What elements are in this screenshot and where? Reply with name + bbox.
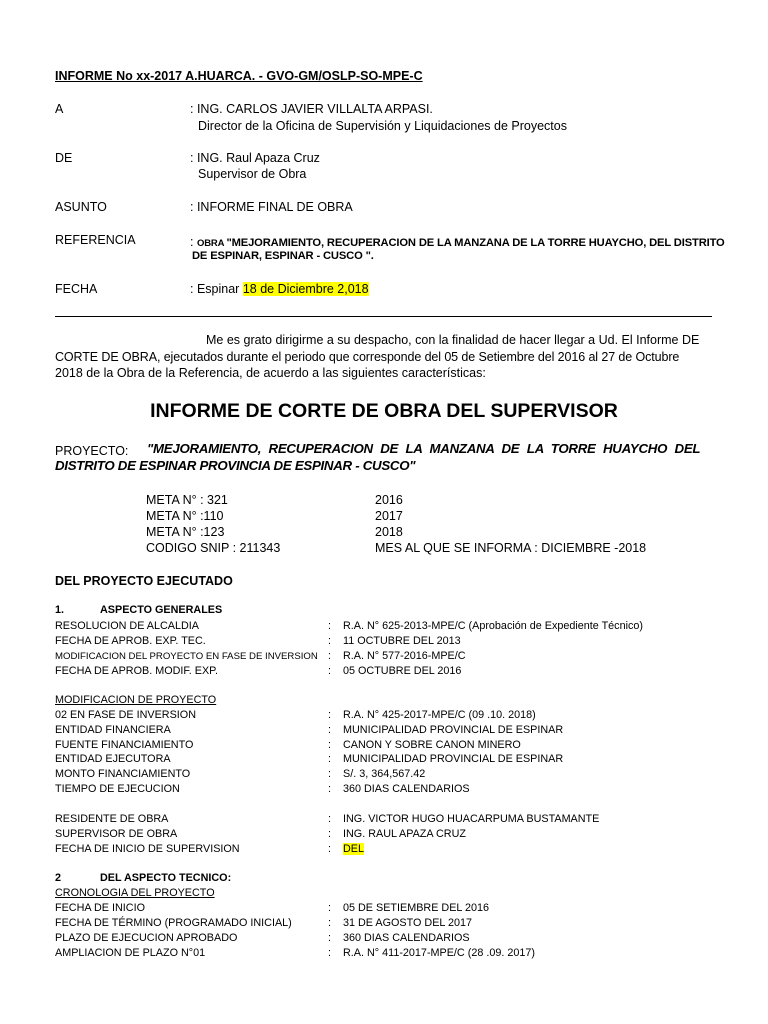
meta-right: 2018 bbox=[375, 525, 403, 539]
modificacion-title: MODIFICACION DE PROYECTO bbox=[55, 694, 217, 706]
a-value: : ING. CARLOS JAVIER VILLALTA ARPASI. bbox=[190, 102, 433, 116]
header-divider bbox=[55, 316, 712, 317]
row-value-highlighted bbox=[343, 843, 364, 855]
row-colon: : bbox=[328, 665, 331, 677]
meta-right: 2017 bbox=[375, 509, 403, 523]
row-label: FECHA DE TÉRMINO (PROGRAMADO INICIAL) bbox=[55, 917, 292, 929]
referencia-obra: OBRA bbox=[196, 238, 227, 249]
section-1-title: ASPECTO GENERALES bbox=[100, 604, 223, 616]
row-value: R.A. N° 625-2013-MPE/C (Aprobación de Expediente Técnico) bbox=[343, 620, 643, 632]
row-label: SUPERVISOR DE OBRA bbox=[55, 828, 178, 840]
cronologia-title: CRONOLOGIA DEL PROYECTO bbox=[55, 887, 215, 899]
row-label: ENTIDAD EJECUTORA bbox=[55, 753, 171, 765]
meta-left: META N° : 321 bbox=[146, 493, 228, 507]
intro-line-1: Me es grato dirigirme a su despacho, con la finalidad de hacer llegar a Ud. El Informe DE bbox=[206, 333, 700, 347]
row-colon: : bbox=[328, 739, 331, 751]
a-label: A bbox=[55, 102, 64, 116]
row-colon: : bbox=[328, 917, 331, 929]
row-label: PLAZO DE EJECUCION APROBADO bbox=[55, 932, 238, 944]
row-value: 31 DE AGOSTO DEL 2017 bbox=[343, 917, 473, 929]
section-2-number: 2 bbox=[55, 872, 62, 884]
row-value: CANON Y SOBRE CANON MINERO bbox=[343, 739, 521, 751]
section-proyecto-ejecutado: DEL PROYECTO EJECUTADO bbox=[55, 574, 233, 588]
fecha-row bbox=[190, 282, 369, 296]
informe-number: INFORME No xx-2017 A.HUARCA. - GVO-GM/OSLP-SO-MPE-C bbox=[55, 69, 423, 83]
row-label: AMPLIACION DE PLAZO N°01 bbox=[55, 947, 206, 959]
referencia-prefix: : bbox=[190, 235, 197, 249]
row-value: 360 DIAS CALENDARIOS bbox=[343, 932, 470, 944]
row-colon: : bbox=[328, 709, 331, 721]
row-label: RESIDENTE DE OBRA bbox=[55, 813, 169, 825]
row-value: MUNICIPALIDAD PROVINCIAL DE ESPINAR bbox=[343, 724, 564, 736]
row-value: R.A. N° 577-2016-MPE/C bbox=[343, 650, 466, 662]
row-value: 05 DE SETIEMBRE DEL 2016 bbox=[343, 902, 490, 914]
row-value: 360 DIAS CALENDARIOS bbox=[343, 783, 470, 795]
row-value: ING. RAUL APAZA CRUZ bbox=[343, 828, 466, 840]
row-label: MODIFICACION DEL PROYECTO EN FASE DE INVERSION bbox=[55, 651, 318, 662]
intro-line-2: CORTE DE OBRA, ejecutados durante el periodo que corresponde del 05 de Setiembre del 2016 al 27 de Octubre bbox=[55, 350, 680, 364]
row-label: FECHA DE INICIO bbox=[55, 902, 145, 914]
section-1-number: 1. bbox=[55, 604, 65, 616]
referencia-text-1: "MEJORAMIENTO, RECUPERACION DE LA MANZANA DE LA TORRE HUAYCHO, DEL DISTRITO bbox=[226, 237, 725, 249]
row-value: 11 OCTUBRE DEL 2013 bbox=[343, 635, 461, 647]
row-colon: : bbox=[328, 753, 331, 765]
row-colon: : bbox=[328, 947, 331, 959]
proyecto-name-1: "MEJORAMIENTO, RECUPERACION DE LA MANZANA DE LA TORRE HUAYCHO DEL bbox=[147, 441, 701, 456]
fecha-inicio-supervision-value: DEL bbox=[343, 843, 365, 855]
meta-right: MES AL QUE SE INFORMA : DICIEMBRE -2018 bbox=[375, 541, 647, 555]
row-label: MONTO FINANCIAMIENTO bbox=[55, 768, 191, 780]
meta-left: CODIGO SNIP : 211343 bbox=[146, 541, 281, 555]
a-value-2: Director de la Oficina de Supervisión y Liquidaciones de Proyectos bbox=[198, 119, 567, 133]
row-value: MUNICIPALIDAD PROVINCIAL DE ESPINAR bbox=[343, 753, 564, 765]
de-value: : ING. Raul Apaza Cruz bbox=[190, 151, 320, 165]
row-label: FUENTE FINANCIAMIENTO bbox=[55, 739, 194, 751]
meta-right: 2016 bbox=[375, 493, 403, 507]
row-label: ENTIDAD FINANCIERA bbox=[55, 724, 171, 736]
row-colon: : bbox=[328, 635, 331, 647]
referencia-label: REFERENCIA bbox=[55, 233, 136, 247]
referencia-line-1 bbox=[190, 233, 725, 251]
row-colon: : bbox=[328, 843, 331, 855]
row-label: FECHA DE APROB. EXP. TEC. bbox=[55, 635, 206, 647]
fecha-value: 18 de Diciembre 2,018 bbox=[242, 282, 369, 296]
row-colon: : bbox=[328, 828, 331, 840]
row-colon: : bbox=[328, 902, 331, 914]
intro-line-3: 2018 de la Obra de la Referencia, de acuerdo a las siguientes características: bbox=[55, 366, 486, 380]
row-label: RESOLUCION DE ALCALDIA bbox=[55, 620, 200, 632]
page-title: INFORME DE CORTE DE OBRA DEL SUPERVISOR bbox=[150, 400, 618, 422]
row-value: ING. VICTOR HUGO HUACARPUMA BUSTAMANTE bbox=[343, 813, 600, 825]
row-label: TIEMPO DE EJECUCION bbox=[55, 783, 180, 795]
meta-left: META N° :123 bbox=[146, 525, 225, 539]
row-value: 05 OCTUBRE DEL 2016 bbox=[343, 665, 462, 677]
fecha-label: FECHA bbox=[55, 282, 98, 296]
row-colon: : bbox=[328, 620, 331, 632]
row-colon: : bbox=[328, 783, 331, 795]
row-colon: : bbox=[328, 768, 331, 780]
row-label: 02 EN FASE DE INVERSION bbox=[55, 709, 197, 721]
row-colon: : bbox=[328, 813, 331, 825]
row-value: R.A. N° 425-2017-MPE/C (09 .10. 2018) bbox=[343, 709, 536, 721]
row-label: FECHA DE APROB. MODIF. EXP. bbox=[55, 665, 218, 677]
row-label: FECHA DE INICIO DE SUPERVISION bbox=[55, 843, 240, 855]
de-value-2: Supervisor de Obra bbox=[198, 167, 307, 181]
row-value: S/. 3, 364,567.42 bbox=[343, 768, 426, 780]
row-colon: : bbox=[328, 724, 331, 736]
referencia-text-2: DE ESPINAR, ESPINAR - CUSCO ". bbox=[192, 250, 374, 262]
meta-left: META N° :110 bbox=[146, 509, 224, 523]
asunto-label: ASUNTO bbox=[55, 200, 107, 214]
row-value: R.A. N° 411-2017-MPE/C (28 .09. 2017) bbox=[343, 947, 535, 959]
proyecto-name-2: DISTRITO DE ESPINAR PROVINCIA DE ESPINAR - CUSCO" bbox=[55, 458, 416, 473]
row-colon: : bbox=[328, 932, 331, 944]
section-2-title: DEL ASPECTO TECNICO: bbox=[100, 872, 232, 884]
fecha-prefix: : Espinar bbox=[190, 282, 243, 296]
row-colon: : bbox=[328, 650, 331, 662]
de-label: DE bbox=[55, 151, 73, 165]
proyecto-label: PROYECTO: bbox=[55, 444, 129, 458]
asunto-value: : INFORME FINAL DE OBRA bbox=[190, 200, 353, 214]
